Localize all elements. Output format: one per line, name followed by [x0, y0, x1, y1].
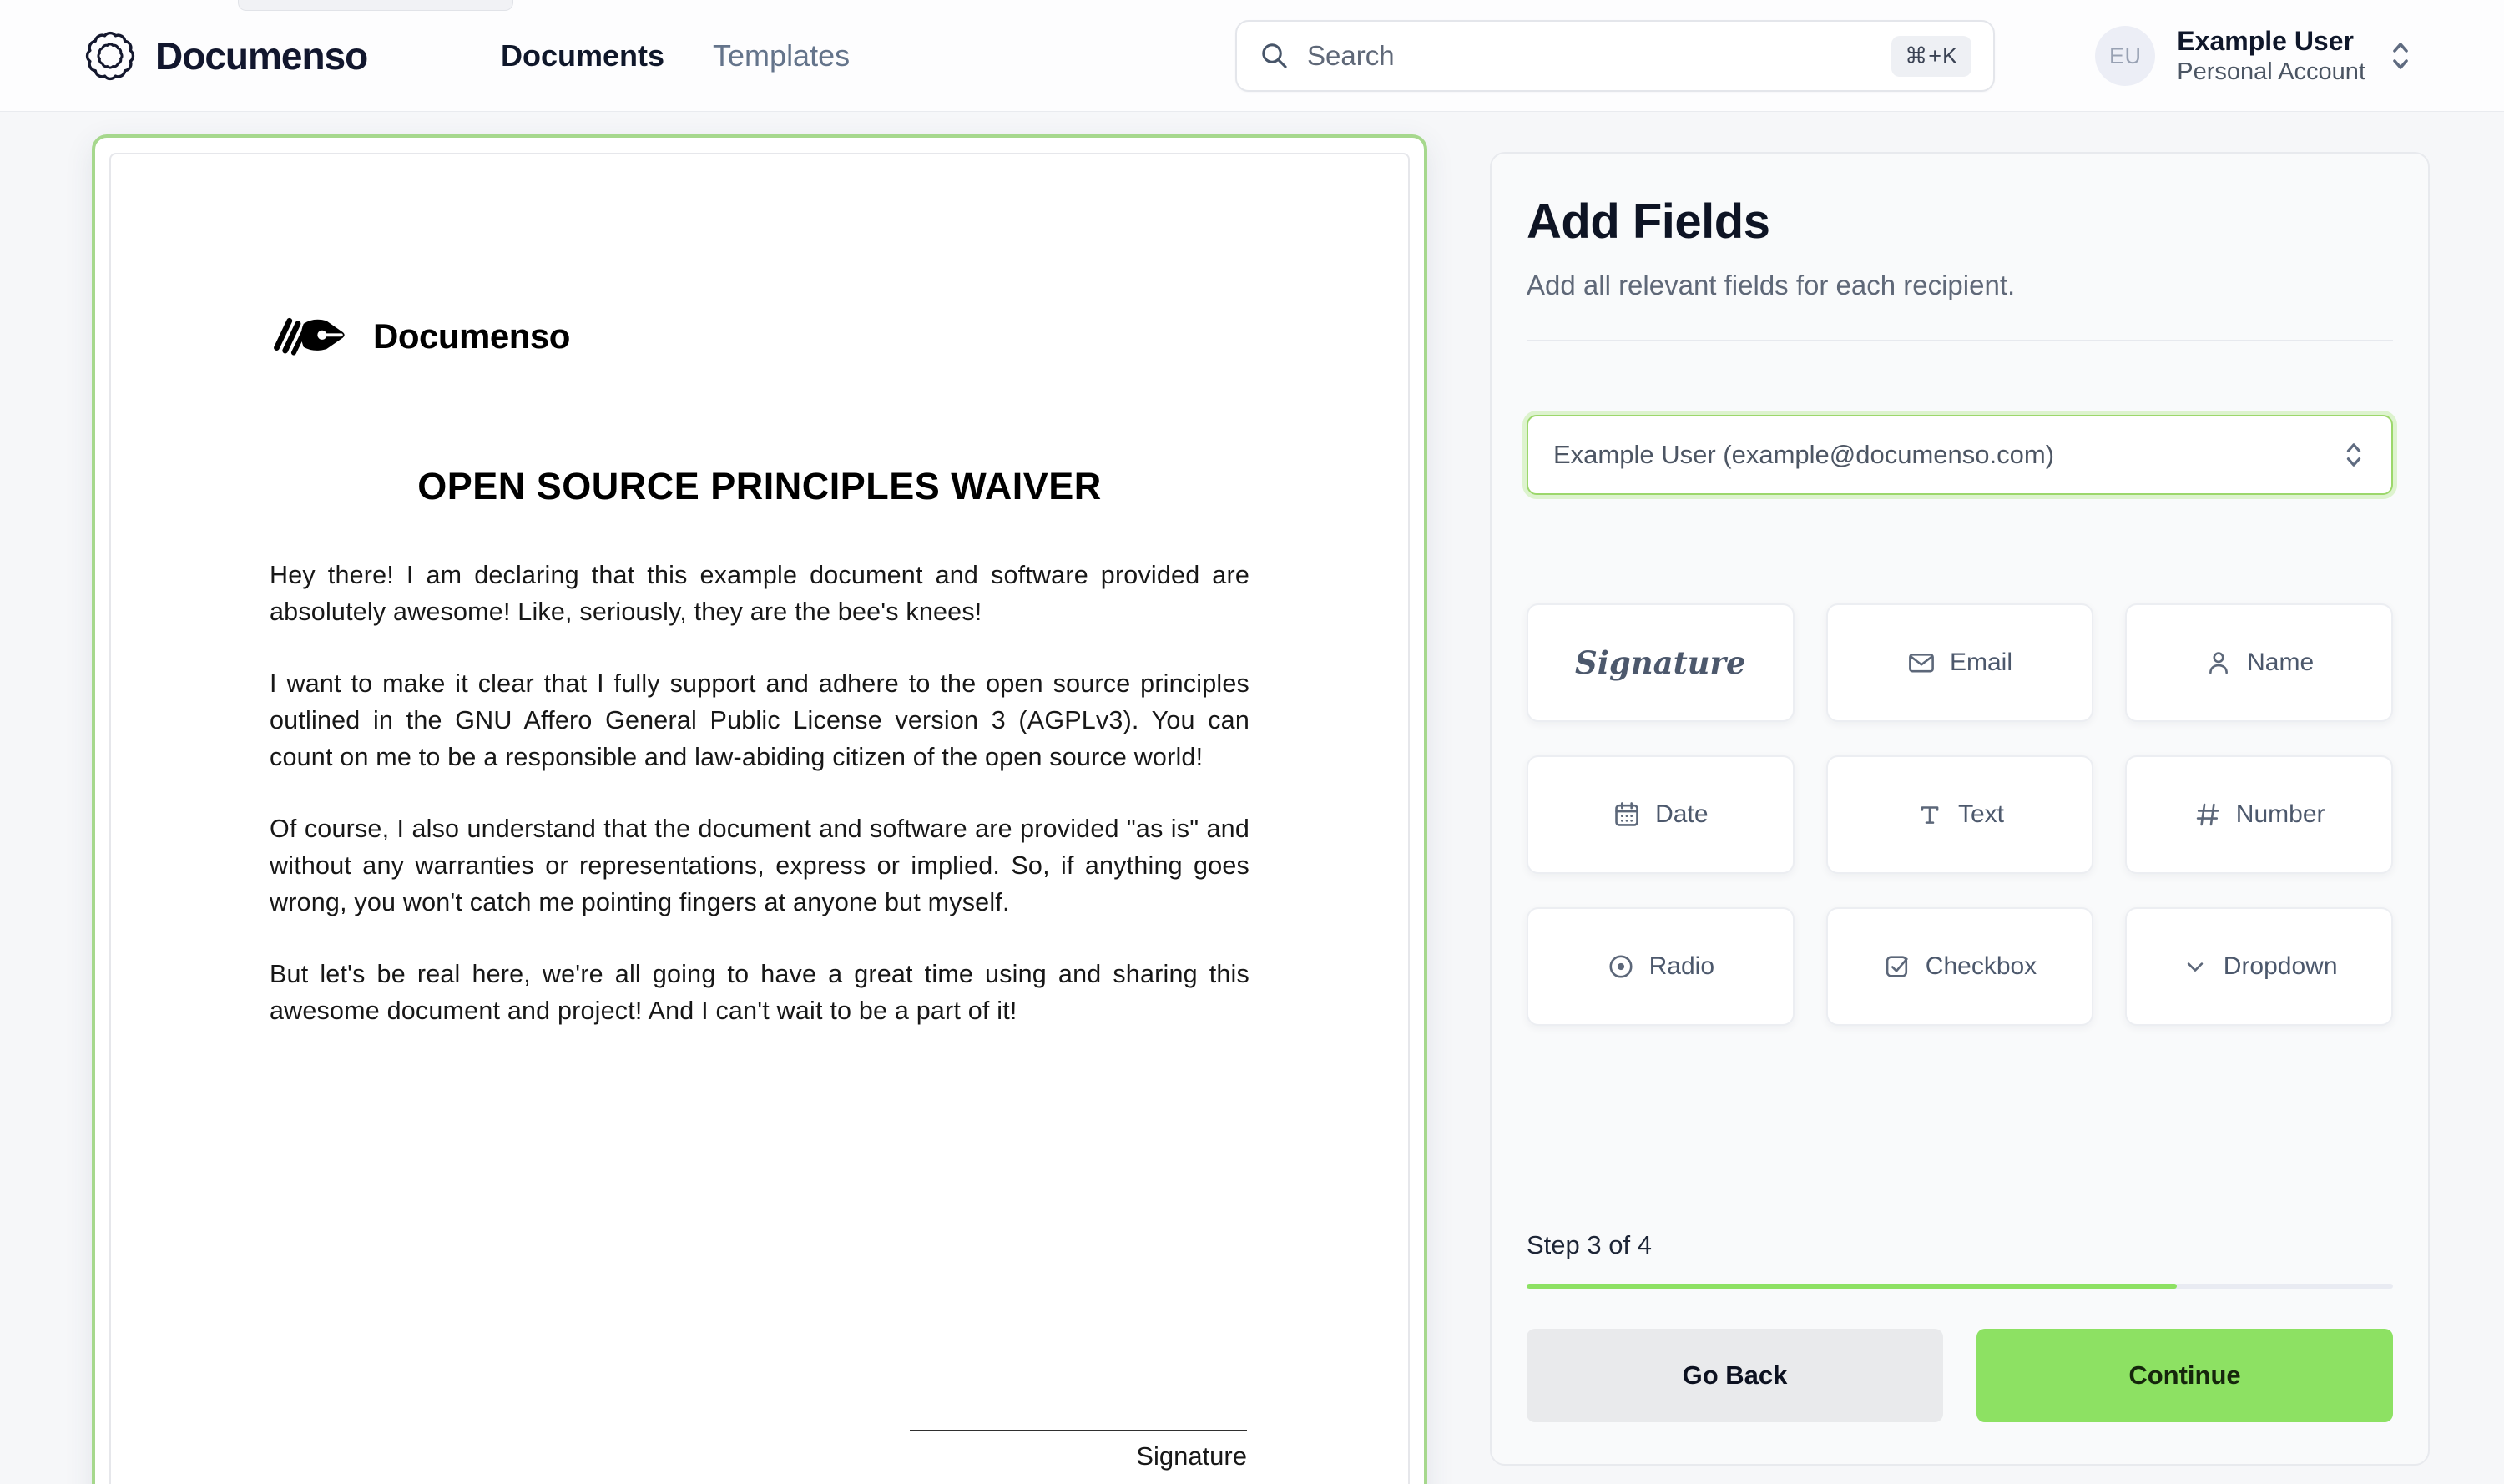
add-fields-panel	[1490, 152, 2430, 1466]
checkbox-icon	[1883, 952, 1911, 981]
user-icon	[2204, 649, 2233, 677]
top-navbar	[0, 0, 2504, 112]
user-account-type: Personal Account	[2177, 58, 2365, 85]
panel-divider	[1527, 340, 2393, 341]
documenso-seal-logo-icon	[83, 29, 137, 83]
brand[interactable]	[83, 0, 367, 112]
continue-button[interactable]: Continue	[1976, 1329, 2393, 1422]
document-page	[109, 153, 1410, 1484]
field-card-label: Date	[1655, 800, 1709, 828]
signature-line-label: Signature	[1136, 1441, 1247, 1471]
field-card-date[interactable]	[1527, 755, 1795, 874]
panel-footer	[1527, 1230, 2393, 1422]
document-logo	[270, 313, 1249, 360]
user-menu[interactable]	[2095, 0, 2414, 112]
top-edge-artifact	[238, 0, 513, 11]
brand-wordmark: Documenso	[155, 34, 368, 78]
field-card-label: Signature	[1575, 644, 1746, 681]
field-card-radio[interactable]	[1527, 907, 1795, 1026]
avatar: EU	[2095, 26, 2155, 86]
document-paragraph: Of course, I also understand that the document and software are provided "as is" and without any warranties or representations, express or implied. So, if anything goes wrong, you won't catch me pointing fingers at anyone but myself.	[270, 815, 1249, 916]
field-card-number[interactable]	[2125, 755, 2393, 874]
step-indicator: Step 3 of 4	[1527, 1230, 1652, 1259]
calendar-icon	[1613, 800, 1641, 829]
field-card-label: Email	[1949, 649, 2012, 676]
nav-item-templates[interactable]: Templates	[713, 38, 851, 73]
radio-icon	[1607, 952, 1635, 981]
field-card-checkbox[interactable]	[1826, 907, 2094, 1026]
field-card-label: Radio	[1648, 952, 1715, 980]
field-card-label: Number	[2235, 800, 2325, 828]
document-preview-card	[92, 134, 1427, 1484]
envelope-icon	[1907, 649, 1936, 677]
main-nav	[501, 0, 850, 112]
progress-fill	[1527, 1284, 2177, 1289]
recipient-select[interactable]	[1527, 415, 2393, 495]
document-paragraph: I want to make it clear that I fully support and adhere to the open source principles outlined in the GNU Affero General Public License version 3 (AGPLv3). You can count on me to be a responsible and law-abiding citizen of the open source world!	[270, 669, 1249, 771]
recipient-selected-value: Example User (example@documenso.com)	[1553, 440, 2055, 469]
search-input[interactable]	[1235, 20, 1995, 92]
pen-scribble-logo-icon	[270, 313, 355, 360]
hash-icon	[2194, 800, 2222, 829]
field-card-email[interactable]	[1826, 603, 2094, 722]
field-card-text[interactable]	[1826, 755, 2094, 874]
progress-bar	[1527, 1284, 2393, 1289]
search-placeholder: Search	[1307, 40, 1395, 71]
field-card-label: Text	[1957, 800, 2004, 828]
field-card-label: Name	[2247, 649, 2315, 676]
text-icon	[1916, 800, 1944, 829]
field-card-signature[interactable]	[1527, 603, 1795, 722]
panel-title: Add Fields	[1527, 194, 1770, 249]
document-logo-text: Documenso	[373, 316, 570, 356]
document-paragraph: But let's be real here, we're all going to have a great time using and sharing this awesome document and project! And I can't wait to be a part of it!	[270, 960, 1249, 1025]
field-card-name[interactable]	[2125, 603, 2393, 722]
document-paragraph: Hey there! I am declaring that this example document and software provided are absolutely awesome! Like, seriously, they are the bee's knees!	[270, 561, 1249, 626]
chevron-down-icon	[2181, 952, 2209, 981]
field-card-label: Checkbox	[1925, 952, 2037, 980]
user-name: Example User	[2177, 26, 2354, 56]
signature-line	[910, 1430, 1247, 1471]
chevrons-up-down-icon	[2341, 437, 2366, 472]
field-grid	[1527, 603, 2393, 1026]
search-shortcut-badge: ⌘+K	[1891, 36, 1971, 77]
search-icon	[1259, 40, 1290, 72]
field-card-dropdown[interactable]	[2125, 907, 2393, 1026]
go-back-button[interactable]: Go Back	[1527, 1329, 1943, 1422]
chevrons-up-down-icon	[2387, 38, 2414, 74]
panel-subtitle: Add all relevant fields for each recipient.	[1527, 270, 2016, 300]
nav-item-documents[interactable]: Documents	[501, 38, 665, 73]
document-title: OPEN SOURCE PRINCIPLES WAIVER	[417, 465, 1102, 507]
document-body	[270, 557, 1249, 1029]
field-card-label: Dropdown	[2223, 952, 2338, 980]
